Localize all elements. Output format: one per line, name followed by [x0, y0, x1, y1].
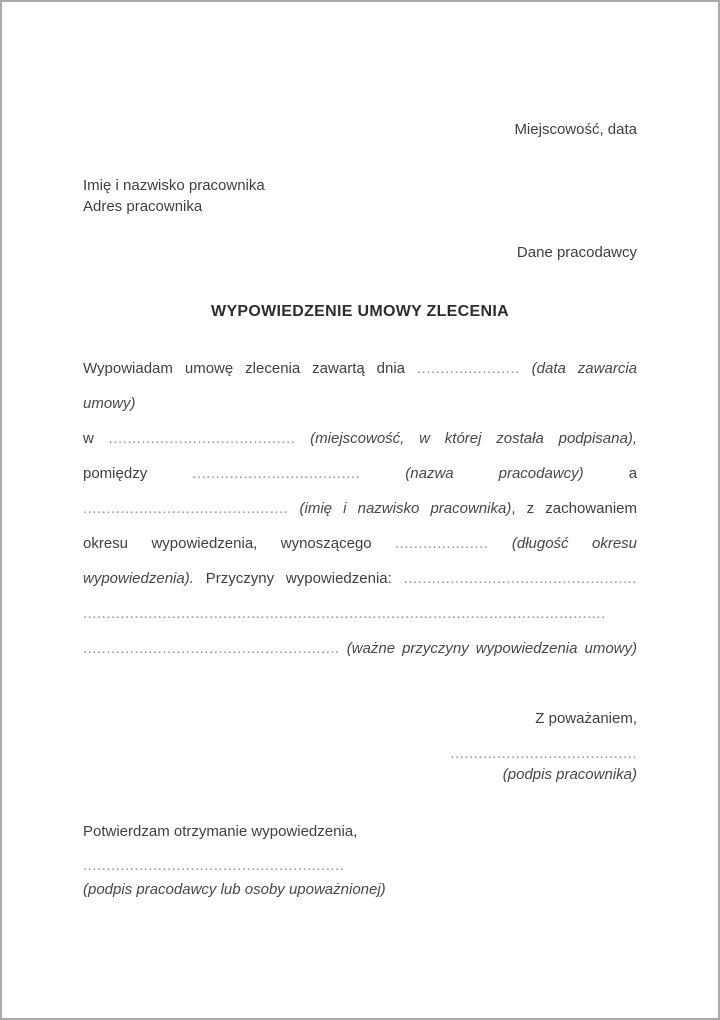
- dotted-blank-reasons-end: .......................................................: [83, 640, 340, 657]
- body-text: , z zachowaniem: [511, 500, 637, 517]
- body-line-1: [83, 351, 637, 421]
- dotted-blank-place: ........................................: [108, 430, 296, 447]
- dotted-blank-employee-name: ............................................: [83, 500, 289, 517]
- employee-signature-block: [83, 708, 637, 786]
- employer-signature-caption: (podpis pracodawcy lub osoby upoważnionej): [83, 881, 386, 898]
- body-line-5: [83, 526, 637, 561]
- body-text: okresu wypowiedzenia, wynoszącego: [83, 535, 372, 552]
- field-hint: (nazwa pracodawcy): [405, 465, 584, 482]
- document-body: [83, 351, 637, 666]
- dotted-blank-notice-period: ....................: [395, 535, 489, 552]
- body-line-2: [83, 421, 637, 456]
- field-hint: wypowiedzenia).: [83, 570, 194, 587]
- employee-block: [83, 175, 637, 217]
- body-line-4: [83, 491, 637, 526]
- dotted-blank-contract-date: ......................: [417, 360, 520, 377]
- confirmation-statement: Potwierdzam otrzymanie wypowiedzenia,: [83, 823, 358, 840]
- employer-signature-line: ........................................................: [83, 857, 345, 874]
- dotted-blank-reasons-continued: ................................................................................................................: [83, 605, 606, 622]
- field-hint: (miejscowość, w której została podpisana),: [310, 430, 637, 447]
- employee-name-label: Imię i nazwisko pracownika: [83, 177, 265, 194]
- body-text: Wypowiadam umowę zlecenia zawartą dnia: [83, 360, 406, 377]
- employer-data-label: Dane pracodawcy: [516, 244, 637, 261]
- body-text: pomiędzy: [83, 465, 148, 482]
- body-text: w: [83, 430, 94, 447]
- employee-signature-caption: (podpis pracownika): [502, 766, 637, 783]
- field-hint: (ważne przyczyny wypowiedzenia umowy): [346, 640, 637, 657]
- body-line-7: [83, 596, 637, 631]
- body-line-8: [83, 631, 637, 666]
- place-date-label: Miejscowość, data: [514, 121, 637, 138]
- employee-address-label: Adres pracownika: [83, 198, 203, 215]
- dotted-blank-reasons: ..................................................: [403, 570, 638, 587]
- field-hint: (długość okresu: [511, 535, 637, 552]
- document-title: WYPOWIEDZENIE UMOWY ZLECENIA: [211, 303, 509, 320]
- field-hint: (imię i nazwisko pracownika): [299, 500, 512, 517]
- body-line-3: [83, 456, 637, 491]
- employer-confirmation-block: [83, 821, 637, 901]
- field-hint: (data zawarcia umowy): [83, 360, 637, 412]
- closing-phrase: Z poważaniem,: [535, 710, 637, 727]
- dotted-blank-employer-name: ....................................: [192, 465, 361, 482]
- body-text: a: [628, 465, 638, 482]
- body-text: Przyczyny wypowiedzenia:: [205, 570, 392, 587]
- employee-signature-line: ........................................: [450, 745, 637, 762]
- body-line-6: [83, 561, 637, 596]
